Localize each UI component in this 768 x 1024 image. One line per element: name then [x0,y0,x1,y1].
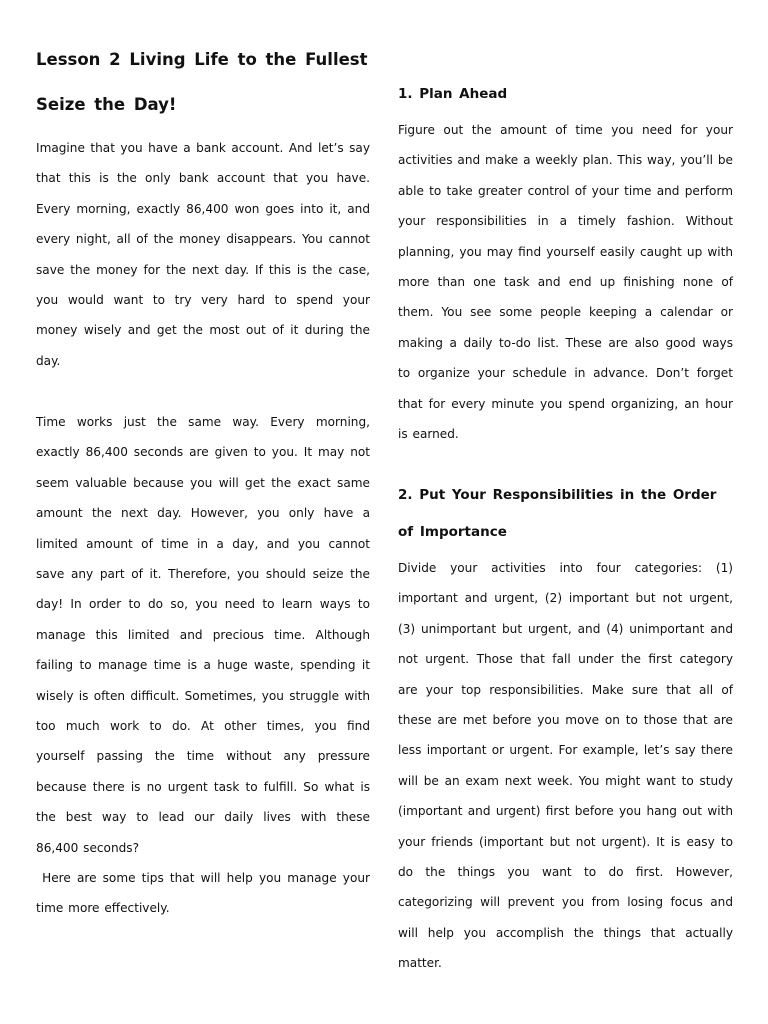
section-2-body: Divide your activities into four categories: (1) important and urgent, (2) important but not urgent, (3) unimportant but urgent, and (4) unimportant and not urgent. Those that fall under the first category are your top responsibilities. Make sure that all of these are met before you move on to those that are less important or urgent. For example, let’s say there will be an exam next week. You might want to study (important and urgent) first before you hang out with your friends (important but not urgent). It is easy to do the things you want to do first. However, categorizing will prevent you from losing focus and will help you accomplish the things that actually matter. [398,561,738,971]
section-1-heading: 1. Plan Ahead [398,86,508,102]
intro-paragraph-tips: Here are some tips that will help you manage your time more effectively. [36,871,375,916]
section-1-body: Figure out the amount of time you need for your activities and make a weekly plan. This way, you’ll be able to take greater control of your time and perform your responsibilities in a timely fashion. Without planning, you may find yourself easily caught up with more than one task and end up finishing none of them. You see some people keeping a calendar or making a daily to-do list. These are also good ways to organize your schedule in advance. Don’t forget that for every minute you spend organizing, an hour is earned. [398,123,738,442]
lesson-title: Lesson 2 Living Life to the Fullest [36,50,368,69]
intro-paragraph-time: Time works just the same way. Every morning, exactly 86,400 seconds are given to you. It may not seem valuable because you will get the exact same amount the next day. However, you only have a limited amount of time in a day, and you cannot save any part of it. Therefore, you should seize the day! In order to do so, you need to learn ways to manage this limited and precious time. Although failing to manage time is a huge waste, spending it wisely is often difficult. Sometimes, you struggle with too much work to do. At other times, you find yourself passing the time without any pressure because there is no urgent task to fulfill. So what is the best way to lead our daily lives with these 86,400 seconds? [36,415,375,855]
intro-paragraph-bank-account: Imagine that you have a bank account. And let’s say that this is the only bank account that you have. Every morning, exactly 86,400 won goes into it, and every night, all of the money disappears. You cannot save the money for the next day. If this is the case, you would want to try very hard to spend your money wisely and get the most out of it during the day. [36,141,375,368]
lesson-subtitle: Seize the Day! [36,95,177,114]
section-2-heading: 2. Put Your Responsibilities in the Order of Importance [398,487,717,540]
